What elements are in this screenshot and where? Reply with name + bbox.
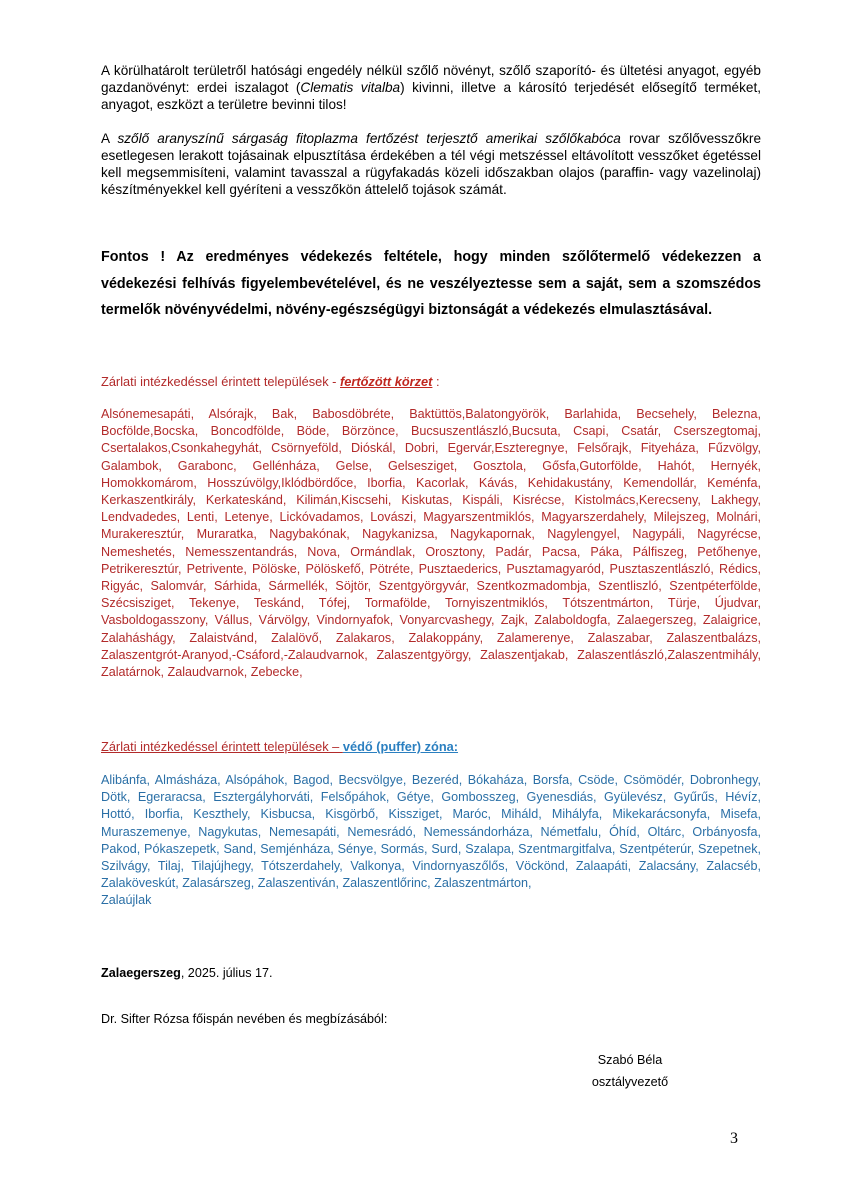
buffer-settlement-list: Alibánfa, Almásháza, Alsópáhok, Bagod, Becsvölgye, Bezeréd, Bókaháza, Borsfa, Csöde, Csömödér, Dobronhegy, Dötk, Egeraracsa, Esztergályhorváti, Felsőpáhok, Gétye, Gombosszeg, Gyenesdiás, Gyülevész, Gyűrűs, Hévíz, Hottó, Iborfia, Keszthely, Kisbucsa, Kisgörbő, Kissziget, Maróc, Miháld, Mihályfa, Mikekarácsonyfa, Misefa, Muraszemenye, Nagykutas, Nemesapáti, Nemesrádó, Nemessándorháza, Németfalu, Óhíd, Oltárc, Orbányosfa, Pakod, Pókaszepetk, Sand, Semjénháza, Sénye, Sormás, Surd, Szalapa, Szentmargitfalva, Szentpéterúr, Szepetnek, Szilvágy, Tilaj, Tilajújhegy, Tótszerdahely, Valkonya, Vindornyaszőlős, Vöckönd, Zalaapáti, Zalacsány, Zalacséb, Zalaköveskút, Zalasárszeg, Zalaszentiván, Zalaszentlőrinc, Zalaszentmárton, — [101, 773, 761, 891]
pest-name: szőlő aranyszínű sárgaság fitoplazma fertőzést terjesztő amerikai szőlőkabóca — [117, 131, 621, 146]
buffer-settlement-block — [101, 772, 761, 910]
page-number: 3 — [730, 1130, 738, 1147]
treatment-text-2: rovar szőlővesszőkre esetlegesen lerakott tojásainak elpusztítása érdekében a tél végi metszéssel eltávolított vesszőket égetéssel kell megsemmisíteni, valamint tavasszal a rügyfakadás közeli időszakban olajos (paraffin- vagy vazelinolaj) készítményekkel kell gyéríteni a vesszőkön áttelelő tojások számát. — [101, 131, 762, 197]
prohibition-text-1: A körülhatárolt területről hatósági engedély nélkül szőlő növényt, szőlő szaporító- és ültetési anyagot, egyéb gazdanövényt: erdei iszalagot ( — [101, 63, 761, 95]
buffer-settlement-last: Zalaújlak — [101, 893, 152, 908]
prohibition-text-2: ) kivinni, illetve a károsító terjedését elősegítő terméket, anyagot, eszközt a területre bevinni tilos! — [101, 80, 761, 112]
on-behalf-line: Dr. Sifter Rózsa főispán nevében és megbízásából: — [101, 1012, 388, 1026]
infected-heading-suffix: : — [432, 374, 440, 389]
date-text: , 2025. július 17. — [180, 966, 273, 980]
infected-zone-heading — [101, 374, 761, 389]
treatment-paragraph — [101, 130, 761, 198]
signer-name: Szabó Béla — [597, 1053, 663, 1067]
buffer-heading-prefix: Zárlati intézkedéssel érintett települések – — [101, 739, 343, 754]
place-name: Zalaegerszeg — [101, 966, 181, 980]
prohibition-paragraph — [101, 62, 761, 113]
infected-heading-prefix: Zárlati intézkedéssel érintett települések - — [101, 374, 340, 389]
infected-settlement-list: Alsónemesapáti, Alsórajk, Bak, Babosdöbréte, Baktüttös,Balatongyörök, Barlahida, Becsehely, Belezna, Bocfölde,Bocska, Boncodfölde, Böde, Börzönce, Bucsuszentlászló,Bucsuta, Csapi, Csatár, Cserszegtomaj, Csertalakos,Csonkahegyhát, Csörnyeföld, Dióskál, Dobri, Egervár,Eszteregnye, Felsőrajk, Fityeháza, Fűzvölgy, Galambok, Garabonc, Gellénháza, Gelse, Gelsesziget, Gosztola, Gősfa,Gutorfölde, Hahót, Hernyék, Homokkomárom, Hosszúvölgy,Iklódbördőce, Iborfia, Kacorlak, Kávás, Kehidakustány, Kemendollár, Keménfa, Kerkaszentkirály, Kerkateskánd, Kilimán,Kiscsehi, Kiskutas, Kispáli, Kisrécse, Kistolmács,Kerecseny, Lakhegy, Lendvadedes, Lenti, Letenye, Lickóvadamos, Lovászi, Magyarszentmiklós, Magyarszerdahely, Milejszeg, Molnári, Murakeresztúr, Muraratka, Nagybakónak, Nagykanizsa, Nagykapornak, Nagylengyel, Nagypáli, Nagyrécse, Nemeshetés, Nemesszentandrás, Nova, Ormándlak, Orosztony, Padár, Pacsa, Páka, Pálfiszeg, Petőhenye, Petrikeresztúr, Petrivente, Pölöske, Pölöskefő, Pötréte, Pusztaederics, Pusztamagyaród, Pusztaszentlászló, Rédics, Rigyác, Salomvár, Sárhida, Sármellék, Söjtör, Szentgyörgyvár, Szentkozmadombja, Szentliszló, Szentpéterfölde, Szécsisziget, Tekenye, Teskánd, Tófej, Tormafölde, Tornyiszentmiklós, Tótszentmárton, Türje, Újudvar, Vasboldogasszony, Vállus, Várvölgy, Vindornyafok, Vonyarcvashegy, Zajk, Zalaboldogfa, Zalaegerszeg, Zalaigrice, Zalaháshágy, Zalaistvánd, Zalalövő, Zalakaros, Zalakoppány, Zalamerenye, Zalaszabar, Zalaszentbalázs, Zalaszentgrót-Aranyod,-Csáford,-Zalaudvarnok, Zalaszentgyörgy, Zalaszentjakab, Zalaszentlászló,Zalaszentmihály, Zalatárnok, Zalaudvarnok, Zebecke, — [101, 407, 761, 680]
signature-block — [560, 1049, 700, 1093]
signer-title: osztályvezető — [591, 1075, 669, 1089]
infected-heading-emph: fertőzött körzet — [340, 374, 433, 389]
important-notice: Fontos ! Az eredményes védekezés feltétele, hogy minden szőlőtermelő védekezzen a védekezési felhívás figyelembevételével, és ne veszélyeztesse sem a saját, sem a szomszédos termelők növényvédelmi, növény-egészségügyi biztonságát a védekezés elmulasztásával. — [101, 249, 761, 318]
buffer-heading-emph: védő (puffer) zóna: — [342, 739, 459, 754]
date-line — [101, 966, 761, 980]
treatment-text-1: A — [101, 131, 118, 146]
species-name: Clematis vitalba — [300, 80, 401, 95]
buffer-zone-heading — [101, 739, 761, 754]
